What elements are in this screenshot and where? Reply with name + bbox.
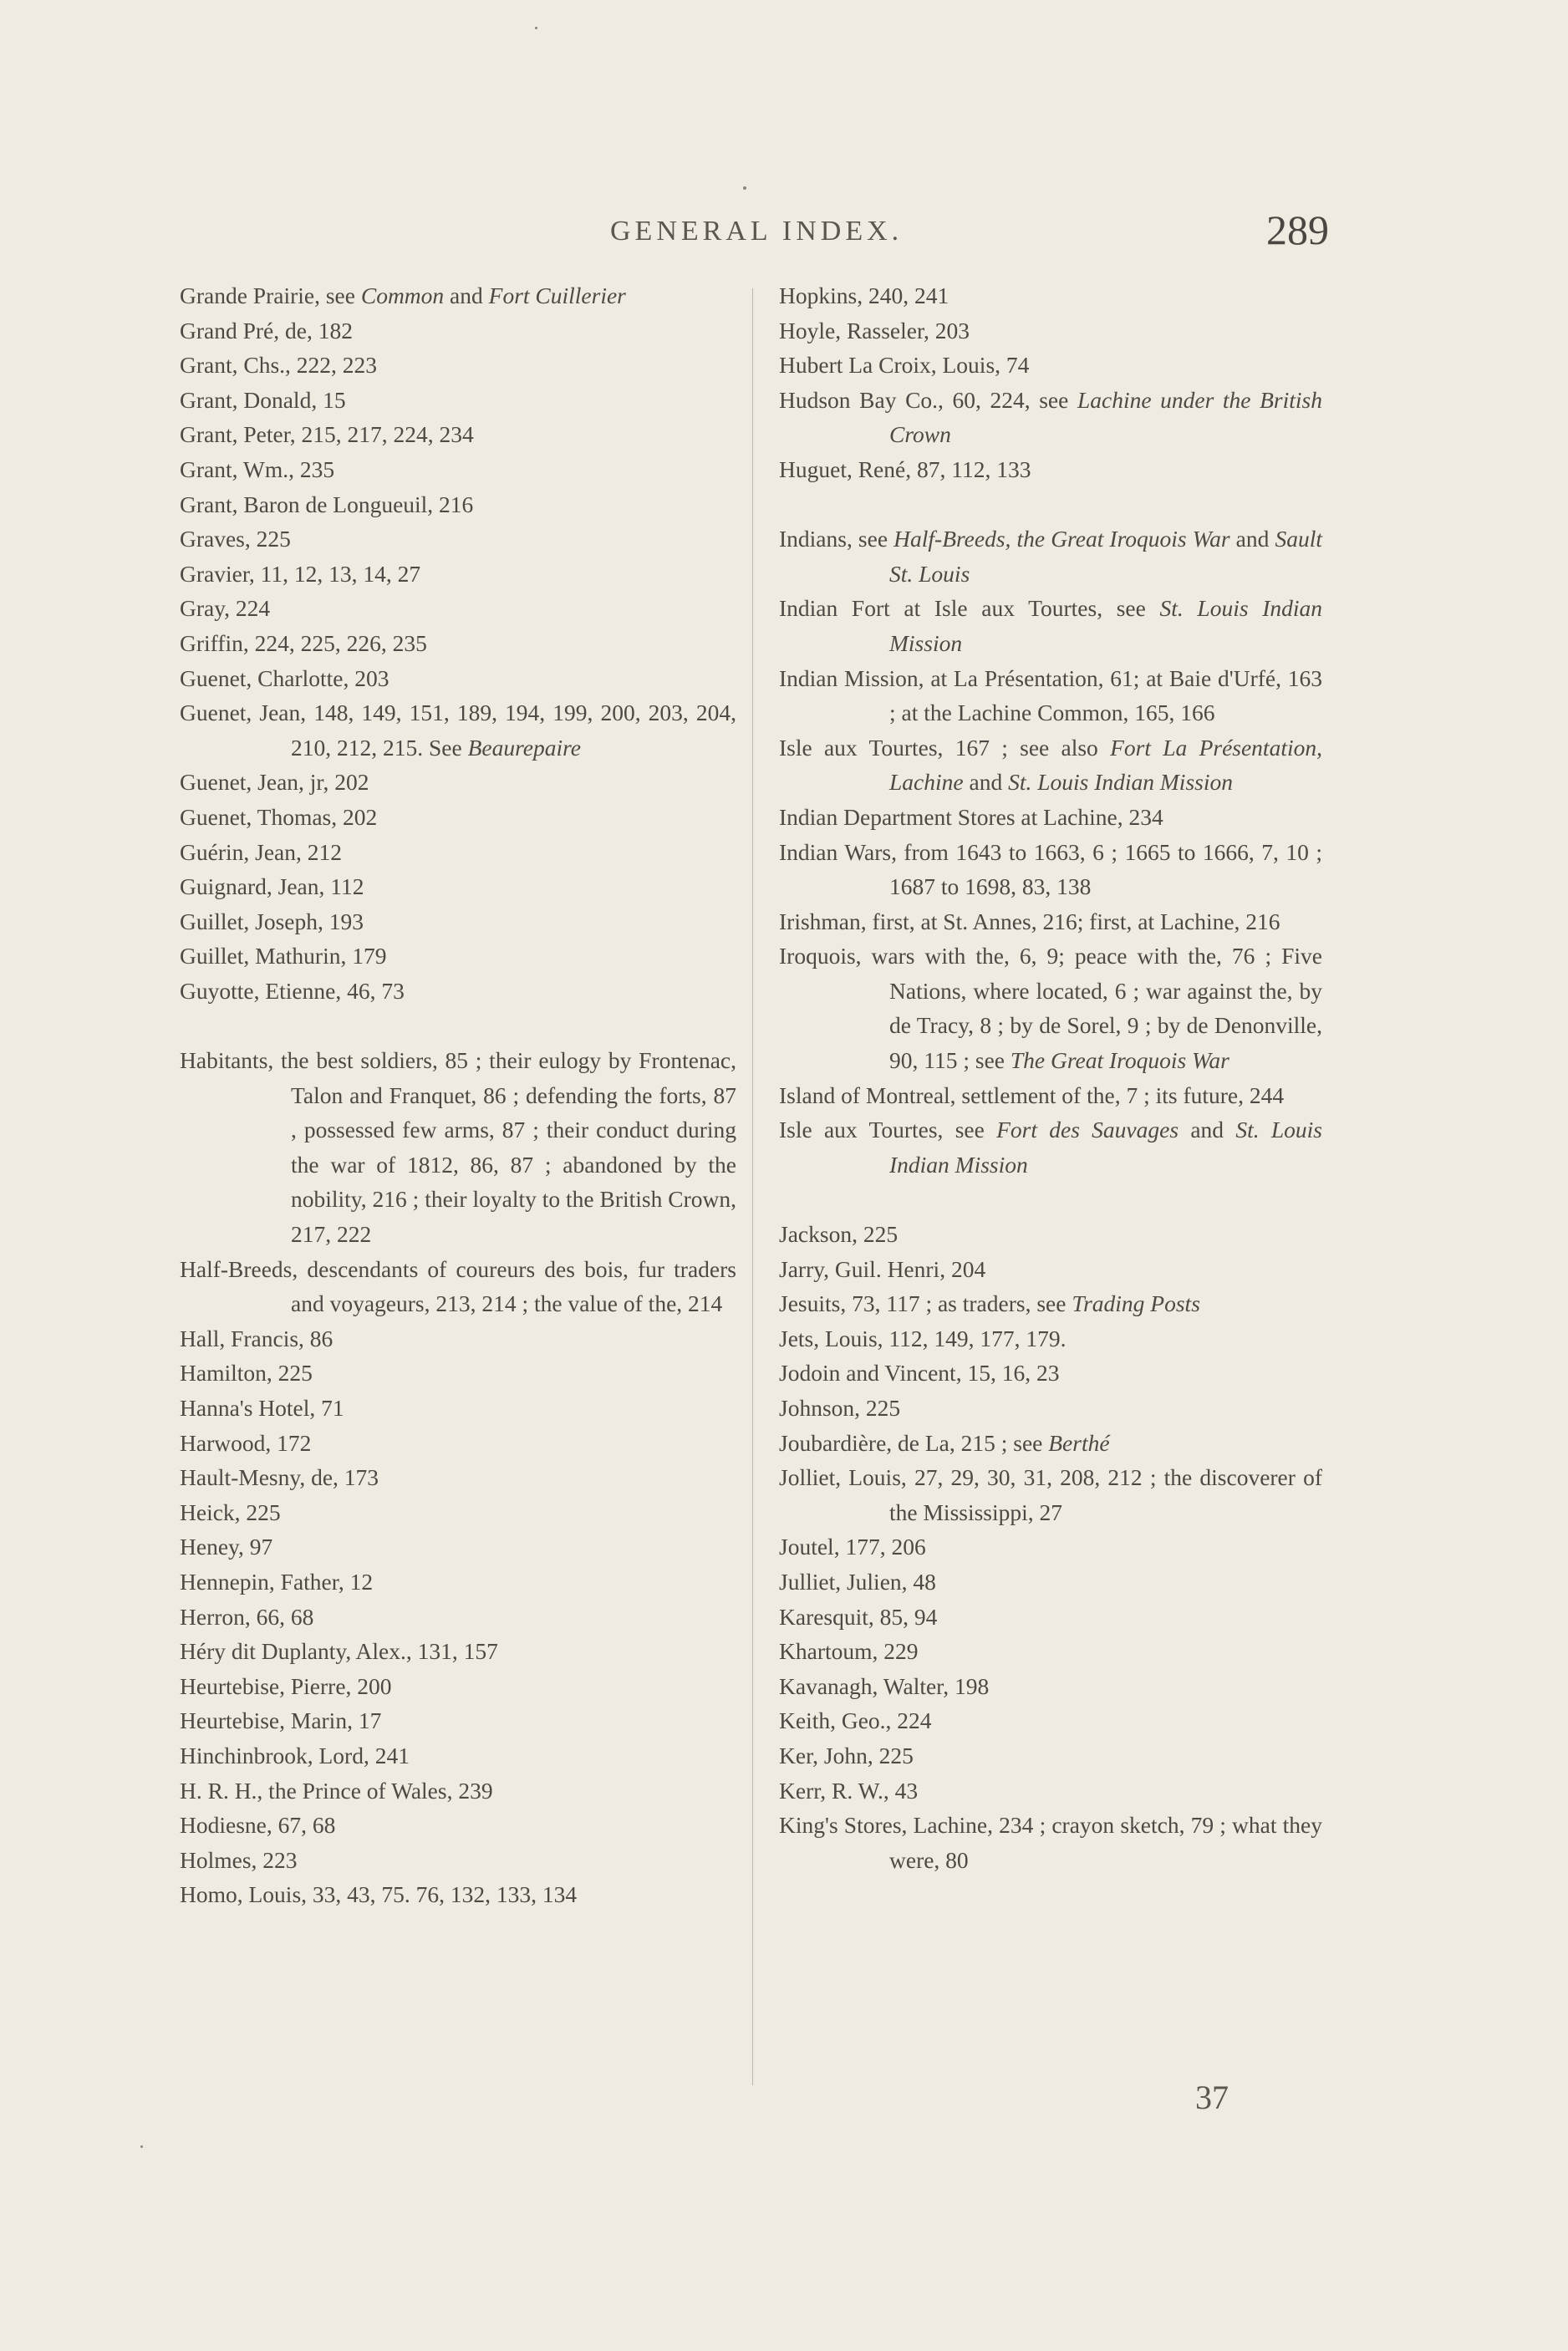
cross-reference: Sault St. Louis — [889, 526, 1322, 587]
entry-text: Khartoum, 229 — [779, 1638, 919, 1665]
index-entry — [779, 452, 1322, 487]
entry-text: Indian Department Stores at Lachine, 234 — [779, 803, 1163, 830]
cross-reference: Common — [360, 282, 445, 308]
entry-text: Guenet, Jean, 148, 149, 151, 189, 194, 199, 200, 203, 204, 210, 212, 215. See — [180, 700, 736, 761]
entry-text: Hopkins, 240, 241 — [779, 282, 949, 308]
entry-text: Gravier, 11, 12, 13, 14, 27 — [180, 560, 421, 587]
entry-text: Gray, 224 — [180, 595, 271, 622]
entry-text: Guillet, Joseph, 193 — [180, 908, 364, 934]
entry-text: Johnson, 225 — [779, 1395, 901, 1421]
index-entry — [180, 1565, 736, 1600]
index-entry — [180, 1356, 736, 1391]
page-number: 289 — [1266, 206, 1329, 253]
entry-text: Heurtebise, Marin, 17 — [180, 1707, 382, 1734]
entry-text: Grande Prairie, see — [180, 282, 361, 308]
entry-text: Hamilton, 225 — [180, 1360, 313, 1387]
entry-text: Hubert La Croix, Louis, 74 — [779, 352, 1030, 379]
index-entry — [779, 1217, 1322, 1252]
entry-text: and — [1229, 526, 1275, 552]
index-entry — [779, 1078, 1322, 1113]
index-entry — [180, 557, 736, 592]
entry-text: Irishman, first, at St. Annes, 216; first, at Lachine, 216 — [779, 908, 1280, 934]
cross-reference: The Great Iroquois War — [1010, 1047, 1229, 1074]
entry-text: Half-Breeds, descendants of coureurs des bois, fur traders and voyageurs, 213, 214 ; the value of the, 214 — [180, 1255, 736, 1317]
section-gap — [779, 1182, 1322, 1217]
entry-text: Kavanagh, Walter, 198 — [779, 1672, 990, 1699]
index-entry — [779, 1391, 1322, 1426]
cross-reference: St. Louis Indian Mission — [1008, 769, 1233, 796]
entry-text: Indian Mission, at La Présentation, 61; at Baie d'Urfé, 163 ; at the Lachine Common, 165, 166 — [779, 664, 1322, 726]
entry-text: Keith, Geo., 224 — [779, 1707, 932, 1734]
paper-speck — [140, 2145, 143, 2148]
index-entry — [180, 1600, 736, 1635]
cross-reference: St. Louis Indian Mission — [889, 1117, 1322, 1178]
entry-text: Griffin, 224, 225, 226, 235 — [180, 629, 427, 656]
entry-text: Hinchinbrook, Lord, 241 — [180, 1742, 410, 1768]
section-gap — [779, 487, 1322, 522]
entry-text: Heney, 97 — [180, 1534, 273, 1560]
cross-reference: Trading Posts — [1072, 1290, 1200, 1317]
section-gap — [180, 1008, 736, 1043]
index-entry — [779, 939, 1322, 1077]
index-entry — [779, 1773, 1322, 1809]
index-entry — [180, 765, 736, 800]
entry-text: Homo, Louis, 33, 43, 75. 76, 132, 133, 134 — [180, 1881, 578, 1908]
entry-text: Grant, Chs., 222, 223 — [180, 352, 378, 379]
index-entry — [180, 1252, 736, 1321]
index-entry — [779, 1634, 1322, 1669]
index-entry — [779, 1529, 1322, 1565]
entry-text: Jackson, 225 — [779, 1221, 899, 1248]
index-entry — [779, 835, 1322, 904]
index-entry — [180, 1738, 736, 1773]
cross-reference: Half-Breeds, the Great Iroquois War — [893, 526, 1230, 552]
index-entry — [779, 1252, 1322, 1287]
index-entry — [779, 1460, 1322, 1529]
index-entry — [779, 904, 1322, 939]
entry-text: Isle aux Tourtes, 167 ; see also — [779, 734, 1111, 761]
index-entry — [180, 487, 736, 522]
index-entry — [779, 1738, 1322, 1773]
index-entry — [779, 1112, 1322, 1182]
entry-text: Habitants, the best soldiers, 85 ; their eulogy by Frontenac, Talon and Franquet, 86 ; defending the forts, 87 , possessed few arms, 87 ; their conduct during the war of 1812, 86, 87 ; abandoned by the nobility, 216 ; their loyalty to the British Crown, 217, 222 — [180, 1047, 736, 1248]
index-entry — [180, 835, 736, 870]
index-entry — [180, 591, 736, 626]
index-entry — [180, 1460, 736, 1495]
entry-text: Hudson Bay Co., 60, 224, see — [779, 386, 1077, 413]
index-entry — [180, 1634, 736, 1669]
index-entry — [779, 1426, 1322, 1461]
entry-text: Iroquois, wars with the, 6, 9; peace with the, 76 ; Five Nations, where located, 6 ; war against the, by de Tracy, 8 ; by de Sorel, 9 ; by de Denonville, 90, 115 ; see — [779, 943, 1322, 1074]
index-entry — [180, 417, 736, 452]
paper-speck — [535, 27, 537, 29]
entry-text: Heick, 225 — [180, 1499, 281, 1525]
index-entry — [180, 452, 736, 487]
cross-reference: Lachine under the British Crown — [889, 386, 1322, 448]
entry-text: Guenet, Charlotte, 203 — [180, 664, 389, 691]
index-column-left — [180, 278, 736, 1912]
cross-reference: St. Louis Indian Mission — [889, 595, 1323, 656]
entry-text: King's Stores, Lachine, 234 ; crayon sketch, 79 ; what they were, 80 — [779, 1812, 1322, 1873]
index-entry — [180, 383, 736, 418]
entry-text: and — [1179, 1117, 1236, 1143]
entry-text: Jolliet, Louis, 27, 29, 30, 31, 208, 212 ; the discoverer of the Mississippi, 27 — [779, 1464, 1322, 1525]
entry-text: Guyotte, Etienne, 46, 73 — [180, 977, 405, 1004]
entry-text: Indian Wars, from 1643 to 1663, 6 ; 1665 to 1666, 7, 10 ; 1687 to 1698, 83, 138 — [779, 838, 1322, 900]
entry-text: Indians, see — [779, 526, 894, 552]
entry-text: Guignard, Jean, 112 — [180, 873, 364, 900]
entry-text: Guérin, Jean, 212 — [180, 838, 342, 865]
index-entry — [180, 1495, 736, 1530]
entry-text: Hault-Mesny, de, 173 — [180, 1464, 379, 1491]
page-header — [610, 206, 1329, 256]
index-entry — [180, 904, 736, 939]
entry-text: Grant, Baron de Longueuil, 216 — [180, 491, 474, 517]
entry-text: Holmes, 223 — [180, 1846, 298, 1873]
entry-text: Hanna's Hotel, 71 — [180, 1395, 344, 1421]
index-entry — [779, 1808, 1322, 1877]
cross-reference: Fort des Sauvages — [996, 1117, 1179, 1143]
entry-text: Jets, Louis, 112, 149, 177, 179. — [779, 1325, 1067, 1351]
cross-reference: Berthé — [1048, 1429, 1110, 1456]
index-entry — [180, 661, 736, 696]
index-entry — [779, 1356, 1322, 1391]
index-entry — [180, 1321, 736, 1356]
index-entry — [180, 1426, 736, 1461]
index-entry — [180, 1773, 736, 1809]
entry-text: Huguet, René, 87, 112, 133 — [779, 455, 1031, 482]
entry-text: Kerr, R. W., 43 — [779, 1777, 919, 1804]
index-column-right — [779, 278, 1322, 1877]
index-entry — [180, 1877, 736, 1912]
index-entry — [180, 1529, 736, 1565]
index-entry — [180, 695, 736, 765]
index-entry — [779, 348, 1322, 383]
index-entry — [779, 591, 1322, 660]
index-entry — [180, 348, 736, 383]
cross-reference: Fort Cuillerier — [488, 282, 626, 308]
index-entry — [779, 800, 1322, 835]
entry-text: Indian Fort at Isle aux Tourtes, see — [779, 595, 1160, 622]
index-entry — [180, 1808, 736, 1843]
entry-text: Island of Montreal, settlement of the, 7 ; its future, 244 — [779, 1081, 1285, 1108]
entry-text: Grant, Wm., 235 — [180, 455, 335, 482]
entry-text: Julliet, Julien, 48 — [779, 1568, 936, 1595]
entry-text: Hodiesne, 67, 68 — [180, 1812, 336, 1839]
entry-text: Hoyle, Rasseler, 203 — [779, 317, 970, 343]
entry-text: Joutel, 177, 206 — [779, 1534, 926, 1560]
entry-text: Jesuits, 73, 117 ; as traders, see — [779, 1290, 1072, 1317]
index-entry — [180, 1391, 736, 1426]
index-entry — [779, 1703, 1322, 1738]
index-entry — [180, 800, 736, 835]
index-entry — [180, 626, 736, 661]
index-entry — [779, 1286, 1322, 1321]
index-entry — [180, 1703, 736, 1738]
index-entry — [180, 974, 736, 1009]
entry-text: Ker, John, 225 — [779, 1742, 914, 1768]
entry-text: Guenet, Jean, jr, 202 — [180, 769, 369, 796]
entry-text: Jodoin and Vincent, 15, 16, 23 — [779, 1360, 1060, 1387]
index-entry — [180, 522, 736, 557]
index-entry — [180, 313, 736, 349]
entry-text: Héry dit Duplanty, Alex., 131, 157 — [180, 1638, 498, 1665]
index-entry — [779, 278, 1322, 313]
index-entry — [180, 869, 736, 904]
entry-text: Guenet, Thomas, 202 — [180, 803, 378, 830]
entry-text: H. R. H., the Prince of Wales, 239 — [180, 1777, 493, 1804]
index-entry — [180, 1043, 736, 1252]
signature-mark: 37 — [1195, 2079, 1229, 2116]
entry-text: Hall, Francis, 86 — [180, 1325, 333, 1351]
entry-text: Grand Pré, de, 182 — [180, 317, 353, 343]
index-entry — [779, 522, 1322, 591]
entry-text: Harwood, 172 — [180, 1429, 312, 1456]
index-entry — [180, 1669, 736, 1704]
entry-text: Hennepin, Father, 12 — [180, 1568, 374, 1595]
cross-reference: Beaurepaire — [467, 734, 582, 761]
entry-text: Karesquit, 85, 94 — [779, 1603, 938, 1630]
entry-text: Heurtebise, Pierre, 200 — [180, 1672, 392, 1699]
entry-text: Herron, 66, 68 — [180, 1603, 314, 1630]
index-entry — [779, 1600, 1322, 1635]
entry-text: Joubardière, de La, 215 ; see — [779, 1429, 1049, 1456]
index-entry — [779, 383, 1322, 452]
index-entry — [779, 1321, 1322, 1356]
running-title: GENERAL INDEX. — [610, 216, 904, 247]
index-entry — [180, 278, 736, 313]
column-divider — [752, 288, 753, 2085]
entry-text: Jarry, Guil. Henri, 204 — [779, 1255, 986, 1282]
entry-text: Grant, Peter, 215, 217, 224, 234 — [180, 421, 474, 448]
cross-reference: Fort La Présentation, Lachine — [889, 734, 1322, 796]
index-entry — [779, 313, 1322, 349]
index-entry — [180, 939, 736, 974]
entry-text: Grant, Donald, 15 — [180, 386, 346, 413]
entry-text: and — [444, 282, 489, 308]
index-entry — [779, 1669, 1322, 1704]
index-entry — [779, 730, 1322, 800]
entry-text: Graves, 225 — [180, 526, 291, 552]
index-entry — [779, 1565, 1322, 1600]
index-entry — [180, 1843, 736, 1878]
entry-text: Guillet, Mathurin, 179 — [180, 943, 387, 969]
paper-speck — [743, 186, 746, 190]
entry-text: Isle aux Tourtes, see — [779, 1117, 997, 1143]
index-entry — [779, 661, 1322, 730]
entry-text: and — [963, 769, 1009, 796]
